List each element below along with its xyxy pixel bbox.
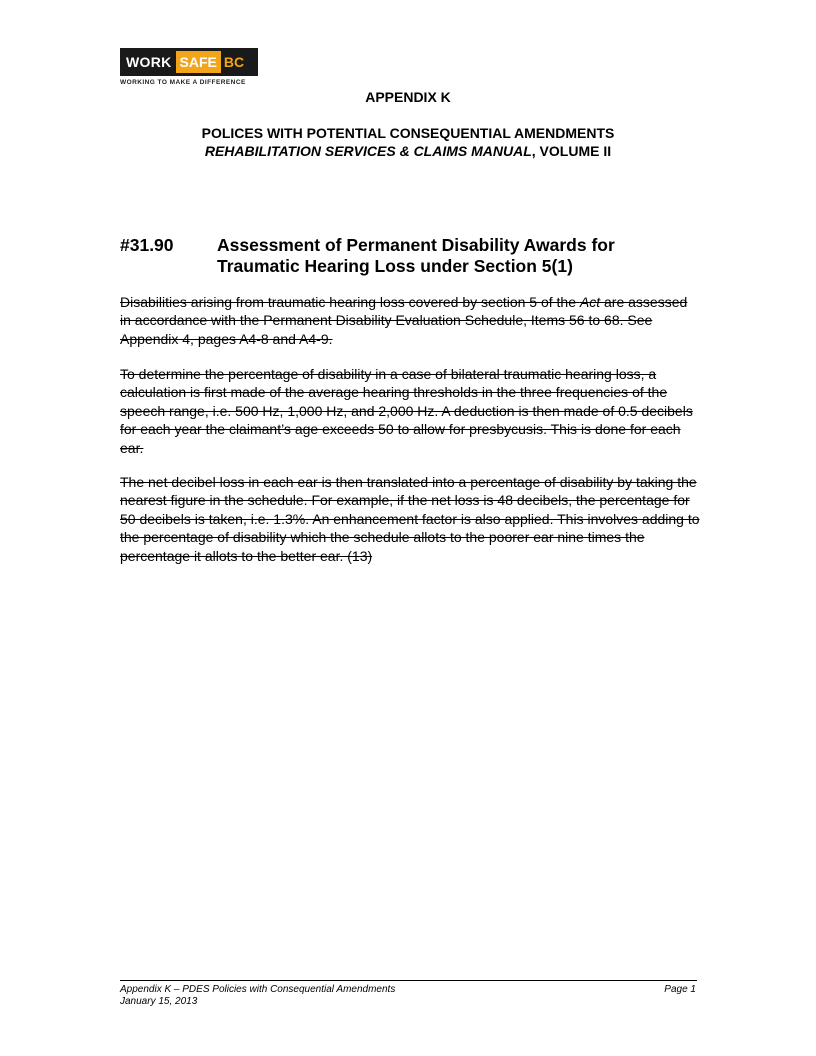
paragraph-2: To determine the percentage of disability in a case of bilateral traumatic hearing loss, a calculation is first made of the average hearing thresholds in the three frequencies of the speech range, i.e. 500 Hz, 1,000 Hz, and 2,000 Hz. A deduction is then made of 0.5 decibels for each year the claimant’s age exceeds 50 to allow for presbycusis. This is done for each ear.	[120, 366, 693, 456]
logo-word-safe: SAFE	[176, 51, 221, 73]
paragraph-1	[120, 293, 700, 348]
subtitle-line-2	[0, 143, 816, 159]
volume-label: , VOLUME II	[531, 143, 612, 159]
logo-tagline: WORKING TO MAKE A DIFFERENCE	[120, 79, 246, 86]
footer-rule	[120, 980, 697, 981]
appendix-label: APPENDIX K	[365, 89, 451, 105]
paragraph-1-start: Disabilities arising from traumatic hearing loss covered by section 5 of the	[120, 294, 580, 310]
logo-word-work: WORK	[126, 54, 172, 70]
footer-page-number: Page 1	[664, 984, 696, 995]
subtitle-line-1: POLICES WITH POTENTIAL CONSEQUENTIAL AMENDMENTS	[201, 125, 615, 141]
act-reference: Act	[579, 294, 601, 310]
worksafebc-logo	[120, 48, 260, 90]
paragraph-3: The net decibel loss in each ear is then translated into a percentage of disability by taking the nearest figure in the schedule. For example, if the net loss is 48 decibels, the percentage for 50 decibels is taken, i.e. 1.3%. An enhancement factor is also applied. This involves adding to the percentage of disability which the schedule allots to the poorer ear nine times the percentage it allots to the better ear. (13)	[120, 474, 700, 564]
section-title: Assessment of Permanent Disability Awards for Traumatic Hearing Loss under Section 5(1)	[217, 235, 615, 276]
paragraph-1-end: are assessed in accordance with the Permanent Disability Evaluation Schedule, Items 56 to 68. See Appendix 4, pages A4-8 and A4-9.	[120, 294, 688, 347]
manual-title: REHABILITATION SERVICES & CLAIMS MANUAL	[204, 143, 532, 159]
logo-bar	[120, 48, 258, 76]
logo-word-bc: BC	[223, 54, 245, 70]
footer-date: January 15, 2013	[120, 996, 198, 1007]
footer-document-title: Appendix K – PDES Policies with Consequential Amendments	[120, 984, 396, 995]
section-number: #31.90	[120, 235, 174, 255]
